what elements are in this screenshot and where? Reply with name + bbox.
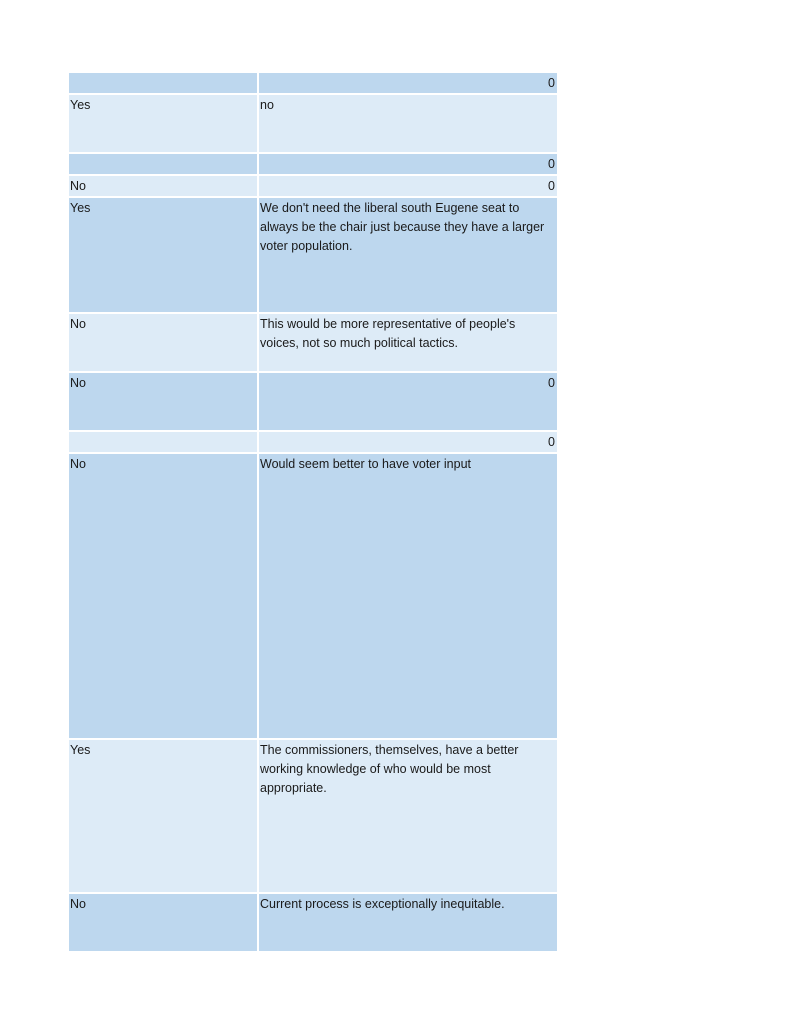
answer-cell: No — [68, 893, 258, 952]
table-row — [68, 153, 558, 175]
table-body — [68, 72, 558, 952]
table-row — [68, 94, 558, 153]
answer-cell: No — [68, 372, 258, 431]
comment-cell: Current process is exceptionally inequitable. — [258, 893, 558, 952]
table-row — [68, 197, 558, 313]
comment-cell: no — [258, 94, 558, 153]
comment-cell-numeric: 0 — [258, 153, 558, 175]
answer-cell: No — [68, 453, 258, 739]
table-row — [68, 372, 558, 431]
comment-cell: We don't need the liberal south Eugene seat to always be the chair just because they have a larger voter population. — [258, 197, 558, 313]
comment-cell-numeric: 0 — [258, 431, 558, 453]
table-row — [68, 72, 558, 94]
survey-responses-table — [67, 71, 559, 953]
comment-cell: Would seem better to have voter input — [258, 453, 558, 739]
comment-cell-numeric: 0 — [258, 72, 558, 94]
answer-cell: Yes — [68, 197, 258, 313]
comment-cell: The commissioners, themselves, have a better working knowledge of who would be most appropriate. — [258, 739, 558, 893]
answer-cell: No — [68, 313, 258, 372]
comment-cell-numeric: 0 — [258, 175, 558, 197]
table-row — [68, 313, 558, 372]
table-row — [68, 453, 558, 739]
answer-cell — [68, 431, 258, 453]
comment-cell: This would be more representative of people's voices, not so much political tactics. — [258, 313, 558, 372]
table-row — [68, 739, 558, 893]
answer-cell: No — [68, 175, 258, 197]
table-row — [68, 175, 558, 197]
table-row — [68, 893, 558, 952]
comment-cell-numeric: 0 — [258, 372, 558, 431]
answer-cell — [68, 153, 258, 175]
table-row — [68, 431, 558, 453]
answer-cell: Yes — [68, 739, 258, 893]
answer-cell: Yes — [68, 94, 258, 153]
answer-cell — [68, 72, 258, 94]
